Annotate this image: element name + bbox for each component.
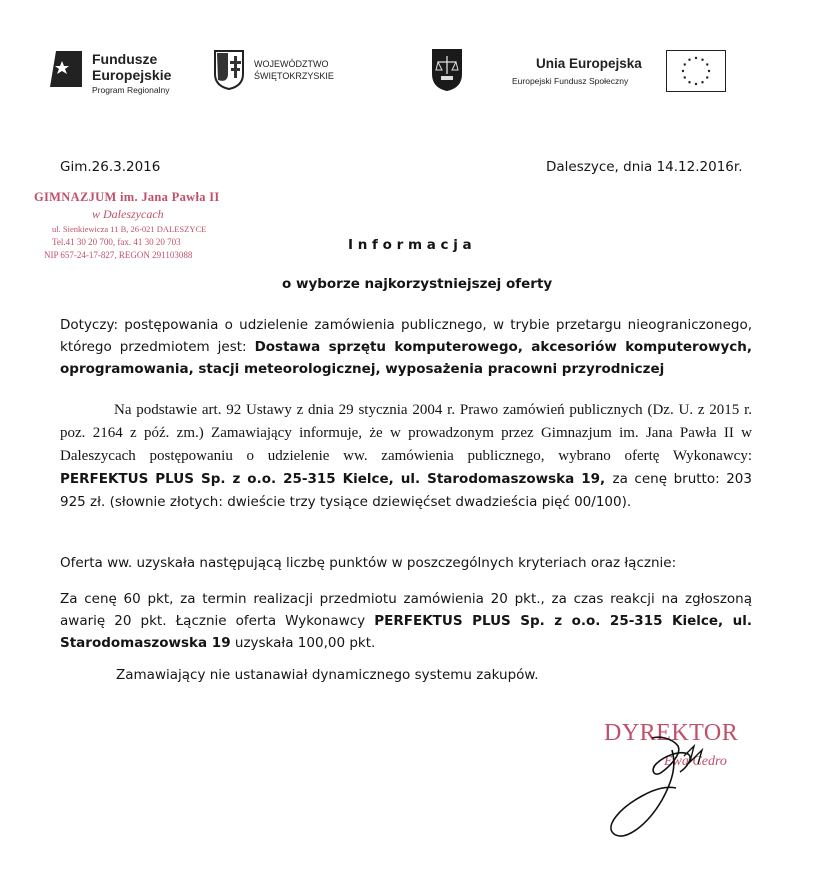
director-title: DYREKTOR <box>604 720 739 746</box>
unia-europejska-logo <box>500 50 740 94</box>
handwritten-signature <box>590 716 790 856</box>
place-and-date: Daleszyce, dnia 14.12.2016r. <box>546 159 743 175</box>
points-suffix: uzyskała 100,00 pkt. <box>234 635 376 651</box>
eu-star-icon <box>701 59 703 61</box>
stamp-line4: Tel.41 30 20 700, fax. 41 30 20 703 <box>52 237 181 247</box>
eu-star-icon <box>706 76 708 78</box>
reference-number: Gim.26.3.2016 <box>60 159 161 175</box>
eu-flag-icon <box>666 50 726 92</box>
points-prefix: Za cenę 60 pkt, za termin realizacji przedmiotu zamówienia 20 pkt., za czas reakcji na zgłoszoną awarię 20 pkt. Łącznie oferta Wykonawcy <box>60 591 752 629</box>
fe-logo-line2: Europejskie <box>92 67 172 83</box>
eu-star-icon <box>684 76 686 78</box>
stamp-line1: GIMNAZJUM im. Jana Pawła II <box>34 190 220 204</box>
eu-star-icon <box>708 70 710 72</box>
eu-star-icon <box>706 63 708 65</box>
dynamic-system-note: Zamawiający nie ustanawiał dynamicznego systemu zakupów. <box>116 667 539 683</box>
document-title: I n f o r m a c j a <box>348 237 472 253</box>
daleszyce-coat-of-arms-icon <box>431 48 463 92</box>
director-name: Ewa Cedro <box>664 754 727 769</box>
ue-logo-line2: Europejski Fundusz Społeczny <box>512 76 629 86</box>
award-price: za cenę brutto: 203 925 zł. (słownie złotych: dwieście trzy tysiące dziewięćset dwadzieścia pięć 00/100). <box>60 471 752 510</box>
ws-logo-line1: WOJEWÓDZTWO <box>254 59 329 69</box>
points-paragraph <box>60 588 752 654</box>
wojewodztwo-logo <box>214 50 354 94</box>
award-paragraph <box>60 398 752 513</box>
eu-star-icon <box>688 81 690 83</box>
eu-star-icon <box>695 83 697 85</box>
stamp-line5: NIP 657-24-17-827, REGON 291103088 <box>44 250 193 260</box>
ue-logo-line1: Unia Europejska <box>536 56 642 71</box>
award-serif-part: Na podstawie art. 92 Ustawy z dnia 29 stycznia 2004 r. Prawo zamówień publicznych (Dz. U. z 2015 r. poz. 2164 z póź. zm.) Zamawiający informuje, że w prowadzonym przez Gimnazjum im. Jana Pawła II w Daleszycach postępowaniu o udzielenie ww. zamówienia publicznego, wybrano ofertę Wykonawcy: <box>60 402 752 464</box>
fundusze-europejskie-logo <box>48 46 198 96</box>
eu-star-icon <box>688 59 690 61</box>
fe-logo-line1: Fundusze <box>92 51 158 67</box>
subject-prefix: Dotyczy: postępowania o udzielenie zamówienia publicznego, w trybie przetargu nieograniczonego, którego przedmiotem jest: <box>60 317 752 355</box>
school-stamp <box>34 190 264 270</box>
points-contractor: PERFEKTUS PLUS Sp. z o.o. 25-315 Kielce, ul. Starodomaszowska 19 <box>60 613 753 651</box>
director-signature-block <box>590 716 790 856</box>
document-subtitle: o wyborze najkorzystniejszej oferty <box>282 276 553 292</box>
fe-logo-icon <box>48 49 84 89</box>
fe-logo-line3: Program Regionalny <box>92 85 170 95</box>
stamp-line2: w Daleszycach <box>92 207 164 221</box>
eu-star-icon <box>684 63 686 65</box>
eu-star-icon <box>695 57 697 59</box>
subject-paragraph <box>60 314 752 380</box>
award-contractor: PERFEKTUS PLUS Sp. z o.o. 25-315 Kielce, ul. Starodomaszowska 19, <box>60 471 606 487</box>
ws-logo-line2: ŚWIĘTOKRZYSKIE <box>254 71 334 81</box>
eu-star-icon <box>682 70 684 72</box>
eu-star-icon <box>701 81 703 83</box>
coat-of-arms-icon <box>214 50 244 90</box>
points-intro: Oferta ww. uzyskała następującą liczbę punktów w poszczególnych kryteriach oraz łącznie: <box>60 555 677 571</box>
stamp-line3: ul. Sienkiewicza 11 B, 26-021 DALESZYCE <box>52 224 207 234</box>
subject-bold: Dostawa sprzętu komputerowego, akcesoriów komputerowych, oprogramowania, stacji meteorologicznej, wyposażenia pracowni przyrodniczej <box>60 339 752 377</box>
